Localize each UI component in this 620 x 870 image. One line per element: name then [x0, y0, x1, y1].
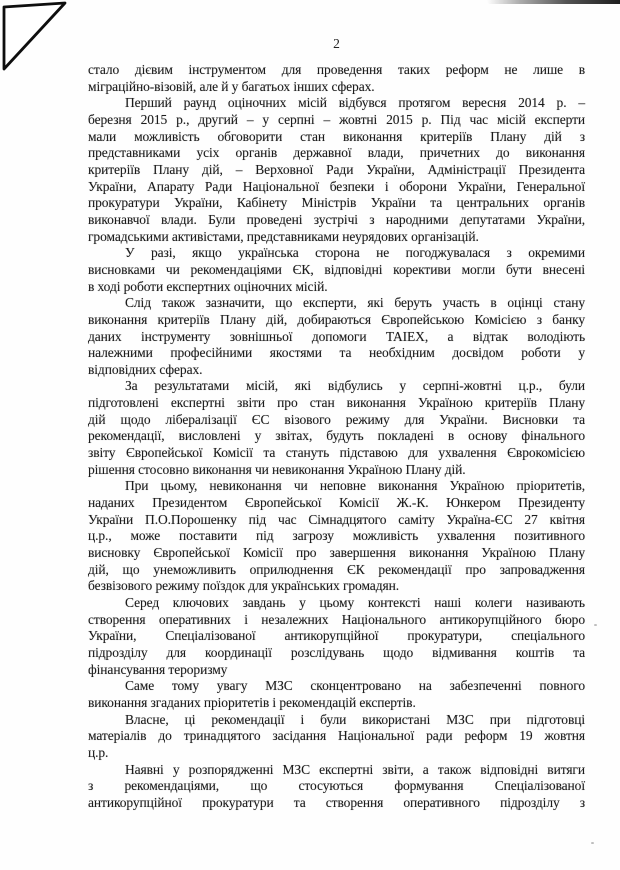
text-line: рекомендації, висловлені у звітах, будуть покладені в основу фінального — [88, 428, 585, 444]
text-line: безвізового режиму поїздок для українських громадян. — [88, 578, 399, 594]
text-line: підрозділу для координації розслідувань щодо відмивання коштів та — [88, 644, 585, 660]
text-line: прокуратури України, Кабінету Міністрів України та центральних органів — [88, 195, 585, 211]
text-line: громадськими активістами, представниками неурядових організацій. — [88, 228, 479, 244]
page-content — [88, 36, 585, 812]
paragraph — [88, 245, 585, 295]
paragraph — [88, 478, 585, 595]
text-line: України, Апарату Ради Національної безпеки і оборони України, Генеральної — [88, 178, 585, 194]
text-line: Наявні у розпорядженні МЗС експертні звіти, а також відповідні витяги — [125, 761, 585, 777]
text-line: стало дієвим інструментом для проведення таких реформ не лише в — [88, 62, 585, 77]
text-line: Серед ключових завдань у цьому контексті наші колеги називають — [125, 595, 585, 610]
text-line: виконання згаданих пріоритетів і рекомендацій експертів. — [88, 694, 416, 710]
paragraph — [88, 712, 585, 762]
text-line: України, Спеціалізованої антикорупційної прокуратури, спеціального — [88, 628, 585, 644]
text-line: ц.р. — [88, 744, 109, 760]
paragraph — [88, 595, 585, 678]
text-line: При цьому, невиконання чи неповне виконання Україною пріоритетів, — [125, 478, 585, 494]
paragraph — [88, 295, 585, 378]
text-line: матеріалів до тринадцятого засідання Національної ради реформ 19 жовтня — [88, 728, 585, 744]
text-line: з рекомендаціями, що стосуються формування Спеціалізованої — [88, 778, 585, 794]
text-line: дій, що унеможливить оприлюднення ЄК рекомендації про запровадження — [88, 561, 585, 577]
text-line: ц.р., може поставити під загрозу можливість ухвалення позитивного — [88, 528, 585, 544]
text-line: створення оперативних і незалежних Національного антикорупційного бюро — [88, 611, 585, 627]
paragraph — [88, 95, 585, 245]
document-body-text — [88, 62, 585, 812]
text-line: березня 2015 р., другий – у серпні – жовтні 2015 р. Під час місій експерти — [88, 111, 585, 127]
corner-triangle-mark — [0, 0, 80, 210]
text-line: представниками усіх органів державної влади, причетних до виконання — [88, 145, 585, 161]
text-line: Перший раунд оціночних місій відбувся протягом вересня 2014 р. – — [125, 95, 585, 111]
text-line: в ході роботи експертних оціночних місій. — [88, 278, 328, 294]
text-line: рішення стосовно виконання чи невиконання Україною Плану дій. — [88, 461, 466, 477]
text-line: критеріїв Плану дій, – Верховної Ради України, Адміністрації Президента — [88, 161, 585, 177]
page-number: 2 — [333, 36, 340, 51]
text-line: звіту Європейської Комісії та стануть підставою для ухвалення Єврокомісією — [88, 445, 585, 461]
paragraph — [88, 378, 585, 478]
text-line: належними професійними якостями та необхідним досвідом роботи у — [88, 345, 585, 361]
text-line: відповідних сферах. — [88, 361, 203, 377]
scan-streak-artifact — [487, 0, 620, 4]
text-line: дій щодо лібералізації ЄС візового режиму для України. Висновки та — [88, 411, 585, 427]
text-line: виконавчої влади. Були проведені зустрічі з народними депутатами України, — [88, 211, 585, 227]
text-line: висновку Європейської Комісії про завершення виконання Україною Плану — [88, 545, 585, 561]
text-line: Слід також зазначити, що експерти, які беруть участь в оцінці стану — [125, 295, 585, 311]
text-line: виконання критеріїв Плану дій, добираються Європейською Комісією з банку — [88, 311, 585, 327]
text-line: даних інструменту зовнішньої допомоги TAIEX, а відтак володіють — [88, 328, 585, 344]
text-line: Власне, ці рекомендації і були використані МЗС при підготовці — [125, 711, 585, 727]
text-line: Саме тому увагу МЗС сконцентровано на забезпеченні повного — [125, 678, 585, 694]
text-line: антикорупційної прокуратури та створення оперативного підрозділу з — [88, 794, 585, 810]
paragraph — [88, 62, 585, 95]
text-line: У разі, якщо українська сторона не погоджувалася з окремими — [125, 245, 585, 261]
text-line: України П.О.Порошенку під час Сімнадцятого саміту Україна-ЄС 27 квітня — [88, 511, 585, 527]
text-line: висновками чи рекомендаціями ЄК, відповідні корективи могли бути внесені — [88, 261, 585, 277]
scan-speck — [594, 624, 597, 626]
text-line: За результатами місій, які відбулись у серпні-жовтні ц.р., були — [125, 378, 585, 394]
scan-speck — [591, 842, 594, 844]
paragraph — [88, 762, 585, 812]
text-line: міграційно-візовій, але й у багатьох інших сферах. — [88, 78, 375, 94]
text-line: фінансування тероризму — [88, 661, 228, 677]
text-line: наданих Президентом Європейської Комісії Ж.-К. Юнкером Президенту — [88, 495, 585, 511]
paragraph — [88, 678, 585, 711]
text-line: мали можливість обговорити стан виконання критеріїв Плану дій з — [88, 128, 585, 144]
text-line: підготовлені експертні звіти про стан виконання Україною критеріїв Плану — [88, 395, 585, 411]
